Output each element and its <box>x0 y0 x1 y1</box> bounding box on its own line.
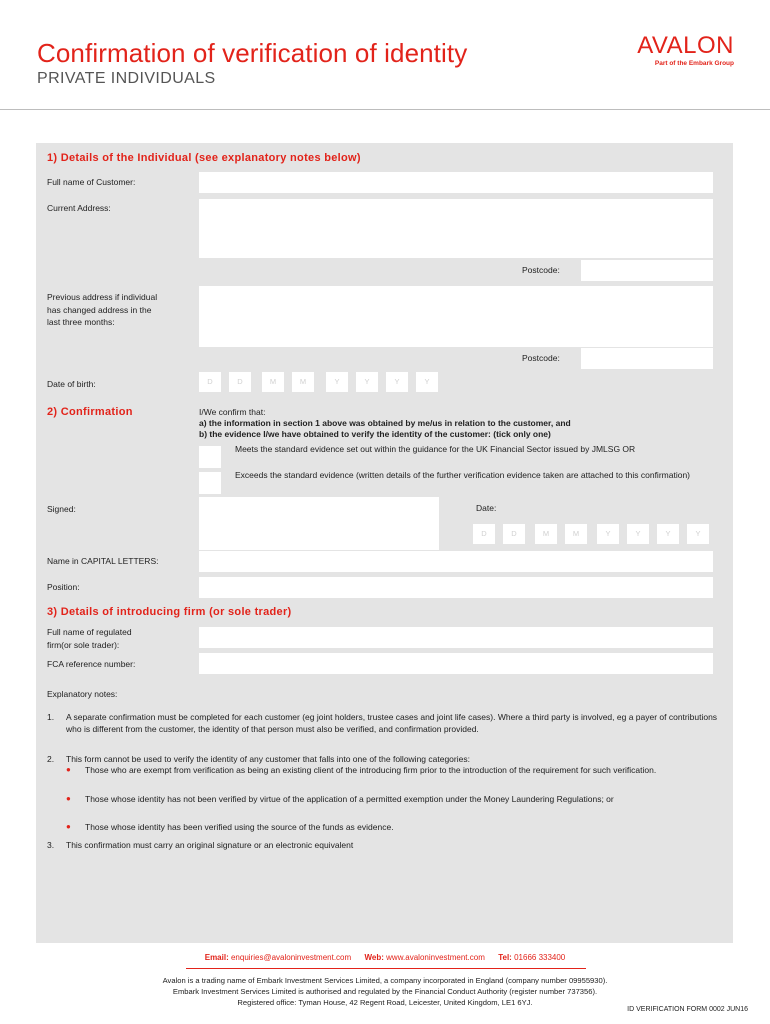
dob-month1-field[interactable]: M <box>262 372 284 392</box>
form-reference: ID VERIFICATION FORM 0002 JUN16 <box>627 1006 748 1013</box>
tel-value: 01666 333400 <box>514 953 566 962</box>
header-divider <box>0 109 770 110</box>
confirm-line-b: b) the evidence I/we have obtained to verify the identity of the customer: (tick only one) <box>199 429 551 439</box>
postcode-label: Postcode: <box>522 265 560 275</box>
bullet-icon: ● <box>66 765 71 774</box>
logo <box>637 33 734 67</box>
signed-label: Signed: <box>47 504 76 514</box>
date-year4-field[interactable]: Y <box>687 524 709 544</box>
page-subtitle: PRIVATE INDIVIDUALS <box>37 70 216 87</box>
firm-name-input[interactable] <box>199 627 713 648</box>
legal-line-1: Avalon is a trading name of Embark Investment Services Limited, a company incorporated in England (company number 09955930). <box>162 976 608 985</box>
confirm-intro: I/We confirm that: <box>199 407 266 417</box>
section1-heading: 1) Details of the Individual (see explanatory notes below) <box>47 152 361 164</box>
previous-postcode-input[interactable] <box>581 348 713 369</box>
date-day2-field[interactable]: D <box>503 524 525 544</box>
logo-tagline: Part of the Embark Group <box>654 60 734 67</box>
tel-label: Tel: <box>498 953 512 962</box>
dob-year1-field[interactable]: Y <box>326 372 348 392</box>
date-month2-field[interactable]: M <box>565 524 587 544</box>
fca-label: FCA reference number: <box>47 659 136 669</box>
dob-year4-field[interactable]: Y <box>416 372 438 392</box>
dob-day2-field[interactable]: D <box>229 372 251 392</box>
note1-number: 1. <box>47 712 55 722</box>
email-link[interactable]: enquiries@avaloninvestment.com <box>230 953 352 962</box>
date-label: Date: <box>476 503 497 513</box>
capital-name-label: Name in CAPITAL LETTERS: <box>47 556 159 566</box>
date-year1-field[interactable]: Y <box>597 524 619 544</box>
capital-name-input[interactable] <box>199 551 713 572</box>
signature-box[interactable] <box>199 497 439 550</box>
current-address-label: Current Address: <box>47 203 111 213</box>
fca-number-input[interactable] <box>199 653 713 674</box>
web-label: Web: <box>364 953 384 962</box>
note2-bullet2: Those whose identity has not been verified by virtue of the application of a permitted exemption under the Money Laundering Regulations; or <box>85 794 614 804</box>
position-input[interactable] <box>199 577 713 598</box>
exceeds-evidence-text: Exceeds the standard evidence (written details of the further verification evidence taken are attached to this confirmation) <box>235 470 690 480</box>
dob-month2-field[interactable]: M <box>292 372 314 392</box>
full-name-input[interactable] <box>199 172 713 193</box>
dob-day1-field[interactable]: D <box>199 372 221 392</box>
note2-bullet1: Those who are exempt from verification as being an existing client of the introducing firm prior to the introduction of the requirement for such verification. <box>85 765 657 775</box>
note2-text: This form cannot be used to verify the identity of any customer that falls into one of the following categories: <box>66 754 470 764</box>
web-link[interactable]: www.avaloninvestment.com <box>386 953 485 962</box>
page-title: Confirmation of verification of identity <box>37 38 468 68</box>
bullet-icon: ● <box>66 794 71 803</box>
postcode-input[interactable] <box>581 260 713 281</box>
date-year2-field[interactable]: Y <box>627 524 649 544</box>
note2-bullet3: Those whose identity has been verified using the source of the funds as evidence. <box>85 822 394 832</box>
postcode2-label: Postcode: <box>522 353 560 363</box>
standard-evidence-checkbox[interactable] <box>199 446 221 468</box>
standard-evidence-text: Meets the standard evidence set out within the guidance for the UK Financial Sector issued by JMLSG OR <box>235 444 636 454</box>
full-name-label: Full name of Customer: <box>47 177 136 187</box>
bullet-icon: ● <box>66 822 71 831</box>
legal-line-3: Registered office: Tyman House, 42 Regent Road, Leicester, United Kingdom, LE1 6YJ. <box>237 998 533 1007</box>
dob-label: Date of birth: <box>47 379 96 389</box>
dob-year2-field[interactable]: Y <box>356 372 378 392</box>
note3-text: This confirmation must carry an original signature or an electronic equivalent <box>66 840 354 850</box>
email-label: Email: <box>204 953 229 962</box>
date-month1-field[interactable]: M <box>535 524 557 544</box>
position-label: Position: <box>47 582 80 592</box>
current-address-input[interactable] <box>199 199 713 258</box>
note2-number: 2. <box>47 754 55 764</box>
dob-year3-field[interactable]: Y <box>386 372 408 392</box>
footer-divider <box>186 968 586 969</box>
section2-heading: 2) Confirmation <box>47 406 133 418</box>
logo-wordmark: AVALON <box>637 32 734 59</box>
legal-line-2: Embark Investment Services Limited is authorised and regulated by the Financial Conduct Authority (register number 737356). <box>172 987 598 996</box>
previous-address-label: Previous address if individual has changed address in the last three months: <box>47 292 158 327</box>
exceeds-evidence-checkbox[interactable] <box>199 472 221 494</box>
section3-heading: 3) Details of introducing firm (or sole trader) <box>47 606 292 618</box>
confirm-line-a: a) the information in section 1 above was obtained by me/us in relation to the customer, and <box>199 418 571 428</box>
previous-address-input[interactable] <box>199 286 713 347</box>
firm-name-label: Full name of regulated firm(or sole trader): <box>47 627 132 650</box>
notes-heading: Explanatory notes: <box>47 689 118 699</box>
form-panel <box>36 143 733 943</box>
note3-number: 3. <box>47 840 55 850</box>
footer-contact <box>0 953 770 962</box>
date-day1-field[interactable]: D <box>473 524 495 544</box>
date-year3-field[interactable]: Y <box>657 524 679 544</box>
footer-legal <box>0 975 770 1008</box>
note1-text: A separate confirmation must be completed for each customer (eg joint holders, trustee cases and joint life cases). Where a third party is involved, eg a payer of contributions who is different from the customer, the identity of that person must also be verified, and confirmation provided. <box>66 712 718 734</box>
